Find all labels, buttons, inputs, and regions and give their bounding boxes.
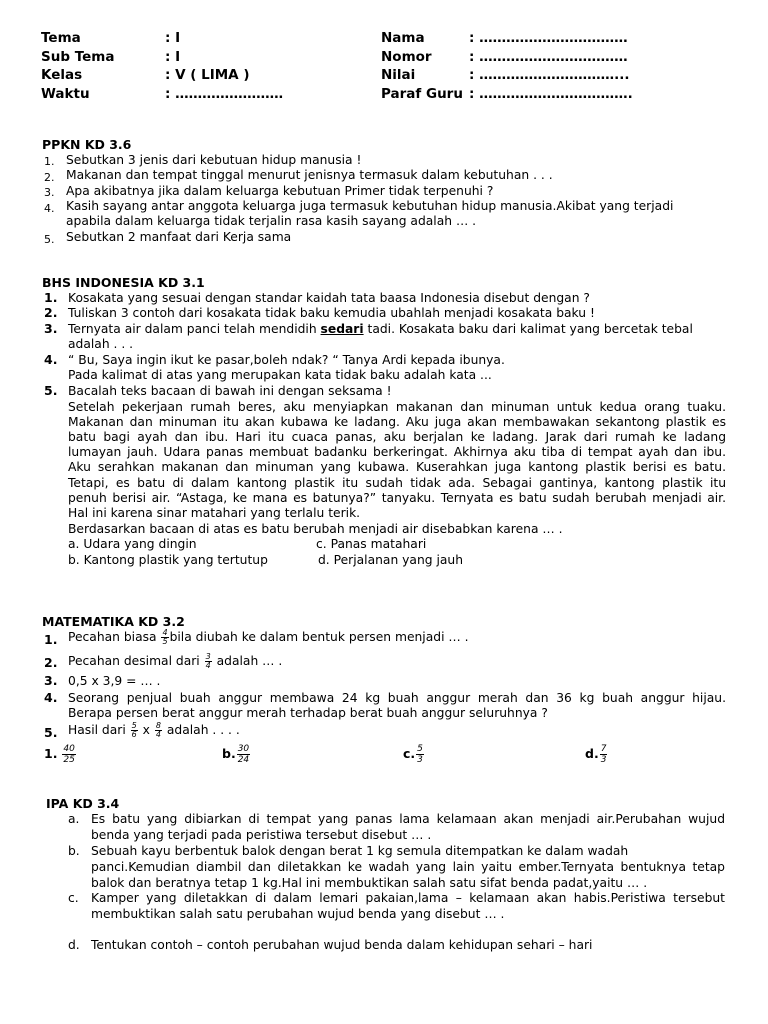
ppkn-q4-number: 4.: [44, 202, 55, 215]
ipa-a-line2: benda yang terjadi pada peristiwa tersebut disebut … .: [91, 828, 432, 842]
ipa-d-line1: Tentukan contoh – contoh perubahan wujud benda dalam kehidupan sehari – hari: [91, 938, 593, 952]
fraction-denominator: 25: [63, 755, 75, 765]
mtk-q3-text: 0,5 x 3,9 = … .: [68, 674, 161, 688]
mtk-q5-pre: Hasil dari: [68, 723, 130, 737]
ppkn-q3-text: Apa akibatnya jika dalam keluarga kebutuan Primer tidak terpenuhi ?: [66, 184, 494, 198]
passage-line-8: Hal ini karena sinar matahari yang terlalu terik.: [68, 506, 361, 520]
value-nilai: : …………………………...: [469, 67, 630, 83]
value-waktu: : ……………………: [165, 85, 284, 102]
ppkn-q5-text: Sebutkan 2 manfaat dari Kerja sama: [66, 230, 292, 244]
section-title-ipa: IPA KD 3.4: [46, 796, 120, 811]
ppkn-q4-text-line2: apabila dalam keluarga tidak terjalin rasa kasih sayang adalah … .: [66, 214, 477, 228]
passage-line-5: Aku serahkan makanan dan minuman yang kubawa. Kuserahkan juga kantong plastik berisi es batu.: [68, 460, 726, 474]
answer-label: d.: [585, 746, 599, 761]
value-nomor: : ……………………………: [469, 48, 628, 65]
fraction-denominator: 3: [417, 755, 423, 765]
mtk-answer-b: [222, 744, 251, 765]
answer-label: 1.: [44, 746, 58, 761]
fraction-numerator: 3: [205, 652, 211, 661]
mtk-q1-text: [68, 629, 469, 646]
header-row-tema: [41, 30, 731, 49]
section-title-ppkn: PPKN KD 3.6: [42, 137, 132, 152]
ppkn-q1-text: Sebutkan 3 jenis dari kebutuan hidup manusia !: [66, 153, 362, 167]
bindo-q2-number: 2.: [44, 305, 58, 320]
bindo-q3-number: 3.: [44, 321, 58, 336]
mtk-q3-number: 3.: [44, 673, 58, 688]
fraction-denominator: 4: [155, 730, 161, 739]
fraction-numerator: 8: [155, 721, 161, 730]
ppkn-q2-number: 2.: [44, 171, 55, 184]
passage-line-3: batu bagi ayah dan ibu. Hari itu cuaca panas, aku berjalan ke ladang. Jarak dari rumah ke ladang: [68, 430, 726, 444]
bindo-q5-question: Berdasarkan bacaan di atas es batu berubah menjadi air disebabkan karena … .: [68, 522, 563, 536]
identity-header: [41, 30, 731, 104]
answer-fraction: [237, 744, 250, 765]
answer-label: b.: [222, 746, 236, 761]
ipa-a-line1: Es batu yang dibiarkan di tempat yang panas lama kelamaan akan menjadi air.Perubahan wujud: [91, 812, 725, 826]
ipa-b-letter: b.: [68, 844, 80, 858]
bindo-q4-line2: Pada kalimat di atas yang merupakan kata tidak baku adalah kata ...: [68, 368, 492, 382]
label-nama: Nama: [381, 30, 425, 46]
bindo-q4-number: 4.: [44, 352, 58, 367]
mtk-q1-pre: Pecahan biasa: [68, 630, 161, 644]
mtk-q5-number: 5.: [44, 725, 58, 740]
header-row-waktu: [41, 86, 731, 105]
mtk-q1-post: bila diubah ke dalam bentuk persen menjadi … .: [169, 630, 469, 644]
fraction-5-6: [131, 722, 138, 739]
label-waktu: Waktu: [41, 85, 90, 102]
bindo-q1-number: 1.: [44, 290, 58, 305]
mtk-q4-text: Seorang penjual buah anggur membawa 24 kg buah anggur merah dan 36 kg buah anggur hijau.: [68, 691, 726, 705]
mtk-q4-line2: Berapa persen berat anggur merah terhadap berat buah anggur seluruhnya ?: [68, 706, 548, 720]
bindo-q1-text: Kosakata yang sesuai dengan standar kaidah tata baasa Indonesia disebut dengan ?: [68, 291, 590, 305]
value-kelas: : V ( LIMA ): [165, 67, 250, 83]
value-subtema: : I: [165, 48, 181, 65]
fraction-8-4: [155, 722, 162, 739]
section-title-mtk: MATEMATIKA KD 3.2: [42, 614, 185, 629]
fraction-numerator: 40: [63, 744, 75, 754]
label-paraf-guru: Paraf Guru: [381, 85, 463, 102]
multiply-sign: x: [138, 723, 154, 737]
ipa-b-line1: Sebuah kayu berbentuk balok dengan berat 1 kg semula ditempatkan ke dalam wadah: [91, 844, 629, 858]
mtk-q2-post: adalah … .: [212, 654, 283, 668]
passage-line-2: Makanan dan minuman itu akan kubawa ke ladang. Aku juga akan membawakan sekantong plastik es: [68, 415, 726, 429]
header-row-subtema: [41, 49, 731, 68]
fraction-numerator: 5: [417, 744, 423, 754]
bindo-q4-text: “ Bu, Saya ingin ikut ke pasar,boleh ndak? “ Tanya Ardi kepada ibunya.: [68, 353, 505, 367]
ipa-a-letter: a.: [68, 812, 80, 826]
fraction-denominator: 3: [600, 755, 607, 765]
fraction-4-5: [161, 629, 168, 646]
fraction-numerator: 4: [162, 628, 168, 637]
bindo-q3-post: tadi. Kosakata baku dari kalimat yang bercetak tebal: [363, 322, 693, 336]
ppkn-q2-text: Makanan dan tempat tinggal menurut jenisnya termasuk dalam kebutuhan . . .: [66, 168, 553, 182]
label-subtema: Sub Tema: [41, 48, 115, 65]
ipa-c-line1: Kamper yang diletakkan di dalam lemari pakaian,lama – kelamaan akan habis.Peristiwa tersebut: [91, 891, 725, 905]
ppkn-q1-number: 1.: [44, 155, 55, 168]
answer-fraction: [62, 744, 75, 765]
passage-line-7: penuh berisi air. “Astaga, ke mana es batunya?” tanyaku. Ternyata es batu sudah berubah menjadi air.: [68, 491, 726, 505]
fraction-numerator: 5: [131, 721, 137, 730]
mtk-answer-1: [44, 744, 77, 765]
label-tema: Tema: [41, 30, 81, 46]
bindo-q3-text: [68, 322, 693, 336]
ipa-d-letter: d.: [68, 938, 80, 952]
label-nomor: Nomor: [381, 48, 432, 65]
option-a: a. Udara yang dingin: [68, 537, 197, 551]
fraction-denominator: 24: [237, 755, 250, 765]
option-b: b. Kantong plastik yang tertutup: [68, 553, 268, 567]
bindo-q5-number: 5.: [44, 383, 58, 398]
mtk-q4-number: 4.: [44, 690, 58, 705]
mtk-q2-text: [68, 653, 282, 670]
bindo-q3-pre: Ternyata air dalam panci telah mendidih: [68, 322, 321, 336]
ppkn-q5-number: 5.: [44, 233, 55, 246]
section-title-bindo: BHS INDONESIA KD 3.1: [42, 275, 205, 290]
passage-line-1: Setelah pekerjaan rumah beres, aku menyiapkan makanan dan minuman untuk kedua orang tuaku.: [68, 400, 726, 414]
mtk-q5-text: [68, 722, 240, 739]
fraction-numerator: 7: [600, 744, 607, 754]
label-kelas: Kelas: [41, 67, 83, 83]
ppkn-q3-number: 3.: [44, 186, 55, 199]
label-nilai: Nilai: [381, 67, 416, 83]
value-nama: : ……………………………: [469, 30, 628, 46]
mtk-q5-post: adalah . . . .: [162, 723, 240, 737]
mtk-q2-number: 2.: [44, 655, 58, 670]
header-row-kelas: [41, 67, 731, 86]
value-paraf-guru: : …………………………….: [469, 85, 633, 102]
ipa-b-line2: panci.Kemudian diambil dan diletakkan ke wadah yang lain yaitu ember.Ternyata bentuknya tetap: [91, 860, 725, 874]
value-tema: : I: [165, 30, 181, 46]
answer-fraction: [416, 744, 424, 765]
mtk-q1-number: 1.: [44, 632, 58, 647]
bindo-q5-intro: Bacalah teks bacaan di bawah ini dengan seksama !: [68, 384, 392, 398]
ipa-b-line3: balok dan beratnya tetap 1 kg.Hal ini membuktikan salah satu sifat benda padat,yaitu … .: [91, 876, 648, 890]
answer-fraction: [600, 744, 608, 765]
passage-line-4: lumayan jauh. Udara panas membuat badanku berkeringat. Akhirnya aku tiba di tempat ayah dan ibu.: [68, 445, 726, 459]
option-c: c. Panas matahari: [316, 537, 427, 551]
ipa-c-letter: c.: [68, 891, 79, 905]
ppkn-q4-text: Kasih sayang antar anggota keluarga juga termasuk kebutuhan hidup manusia.Akibat yang terjadi: [66, 199, 674, 213]
mtk-q2-pre: Pecahan desimal dari: [68, 654, 204, 668]
mtk-answer-d: [585, 744, 608, 765]
bindo-q3-bold-word: sedari: [320, 322, 364, 336]
answer-label: c.: [403, 746, 416, 761]
ipa-c-line2: membuktikan salah satu perubahan wujud benda yang disebut … .: [91, 907, 505, 921]
passage-line-6: Tetapi, es batu di dalam kantong plastik itu sudah tidak ada. Sebagai gantinya, kantong plastik itu: [68, 476, 726, 490]
fraction-denominator: 4: [205, 661, 211, 670]
bindo-q3-line2: adalah . . .: [68, 337, 134, 351]
bindo-q2-text: Tuliskan 3 contoh dari kosakata tidak baku kemudia ubahlah menjadi kosakata baku !: [68, 306, 595, 320]
fraction-numerator: 30: [237, 744, 250, 754]
fraction-denominator: 6: [131, 730, 137, 739]
mtk-answer-c: [403, 744, 425, 765]
fraction-denominator: 5: [162, 637, 168, 646]
fraction-3-4: [205, 653, 212, 670]
option-d: d. Perjalanan yang jauh: [318, 553, 464, 567]
